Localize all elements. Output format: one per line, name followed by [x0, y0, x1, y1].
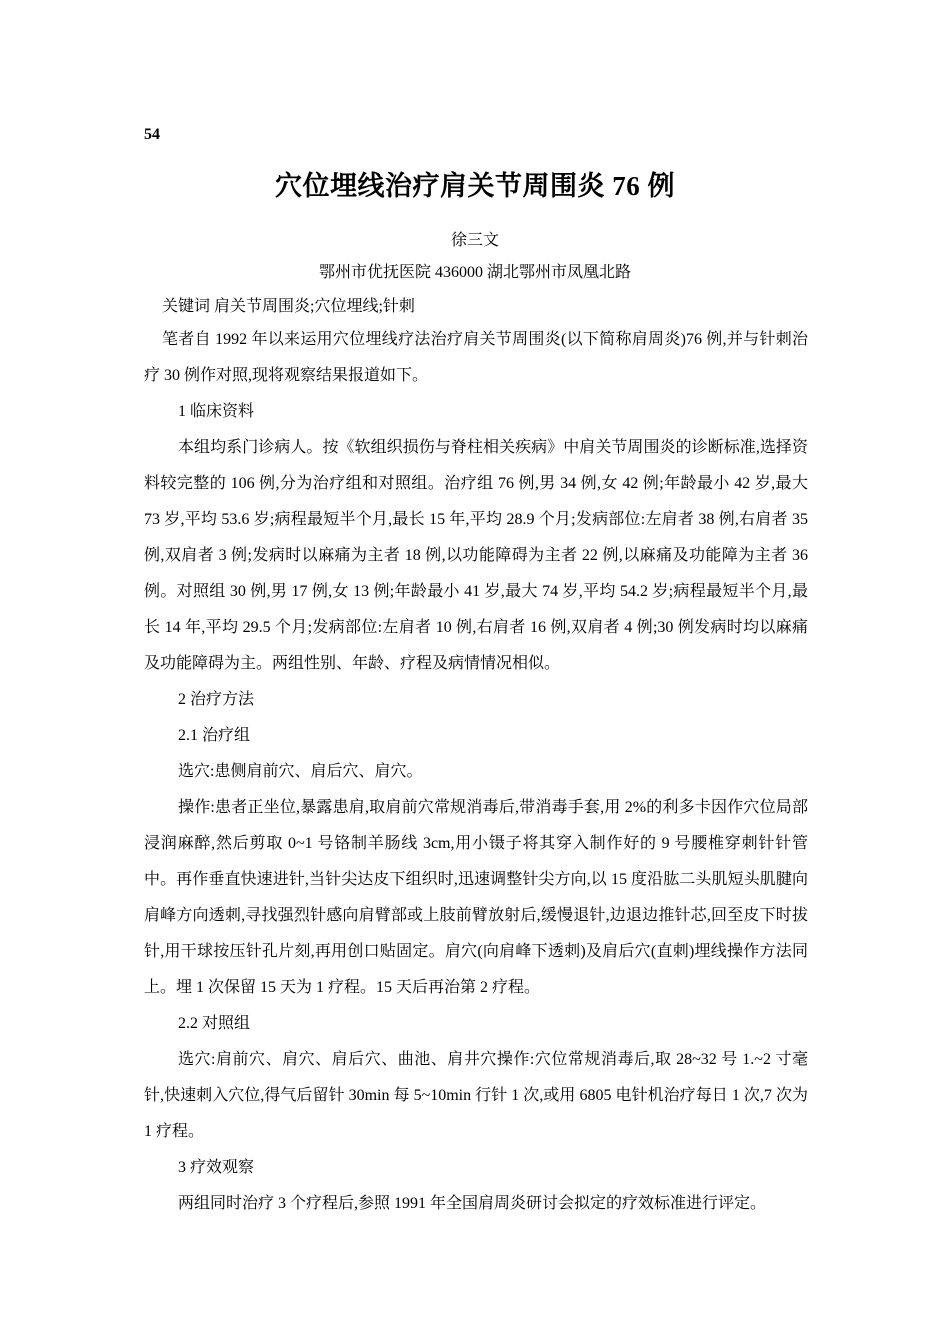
subsection-heading-control-group: 2.2 对照组 — [178, 1015, 251, 1032]
keywords: 关键词 肩关节周围炎;穴位埋线;针刺 — [162, 298, 415, 315]
affiliation: 鄂州市优抚医院 436000 湖北鄂州市凤凰北路 — [318, 264, 631, 281]
observation-paragraph: 两组同时治疗 3 个疗程后,参照 1991 年全国肩周炎研讨会拟定的疗效标准进行评定。 — [178, 1195, 767, 1212]
treatment-group-acupoints: 选穴:患侧肩前穴、肩后穴、肩穴。 — [178, 763, 423, 780]
author: 徐三文 — [450, 232, 499, 249]
treatment-group-operation: 操作:患者正坐位,暴露患肩,取肩前穴常规消毒后,带消毒手套,用 2%的利多卡因作穴位局部浸润麻醉,然后剪取 0~1 号铬制羊肠线 3cm,用小镊子将其穿入制作好的 9 号腰椎穿刺针针管中。再作垂直快速进针,当针尖达皮下组织时,迅速调整针尖方向,以 15 度沿肱二头肌短头肌腱向肩峰方向透刺,寻找强烈针感向肩臂部或上肢前臂放射后,缓慢退针,边退边推针芯,回至皮下时拔针,用干球按压针孔片刻,再用创口贴固定。肩穴(向肩峰下透刺)及肩后穴(直刺)埋线操作方法同上。埋 1 次保留 15 天为 1 疗程。15 天后再治第 2 疗程。 — [144, 799, 808, 996]
article-title: 穴位埋线治疗肩关节周围炎 76 例 — [275, 171, 675, 201]
article-body — [144, 322, 808, 1222]
page-number: 54 — [144, 126, 160, 143]
section-heading-treatment: 2 治疗方法 — [178, 691, 255, 708]
section-heading-clinical-data: 1 临床资料 — [178, 403, 255, 420]
intro-paragraph: 笔者自 1992 年以来运用穴位埋线疗法治疗肩关节周围炎(以下简称肩周炎)76 例,并与针刺治疗 30 例作对照,现将观察结果报道如下。 — [144, 331, 808, 384]
section-heading-observation: 3 疗效观察 — [178, 1159, 255, 1176]
subsection-heading-treatment-group: 2.1 治疗组 — [178, 727, 251, 744]
clinical-data-paragraph: 本组均系门诊病人。按《软组织损伤与脊柱相关疾病》中肩关节周围炎的诊断标准,选择资料较完整的 106 例,分为治疗组和对照组。治疗组 76 例,男 34 例,女 42 例;年龄最小 42 岁,最大 73 岁,平均 53.6 岁;病程最短半个月,最长 15 年,平均 28.9 个月;发病部位:左肩者 38 例,右肩者 35 例,双肩者 3 例;发病时以麻痛为主者 18 例,以功能障碍为主者 22 例,以麻痛及功能障为主者 36 例。对照组 30 例,男 17 例,女 13 例;年龄最小 41 岁,最大 74 岁,平均 54.2 岁;病程最短半个月,最长 14 年,平均 29.5 个月;发病部位:左肩者 10 例,右肩者 16 例,双肩者 4 例;30 例发病时均以麻痛及功能障碍为主。两组性别、年龄、疗程及病情情况相似。 — [144, 439, 808, 672]
control-group-paragraph: 选穴:肩前穴、肩穴、肩后穴、曲池、肩井穴操作:穴位常规消毒后,取 28~32 号 1.~2 寸毫针,快速刺入穴位,得气后留针 30min 每 5~10min 行针 1 次,或用 6805 电针机治疗每日 1 次,7 次为 1 疗程。 — [144, 1051, 808, 1140]
